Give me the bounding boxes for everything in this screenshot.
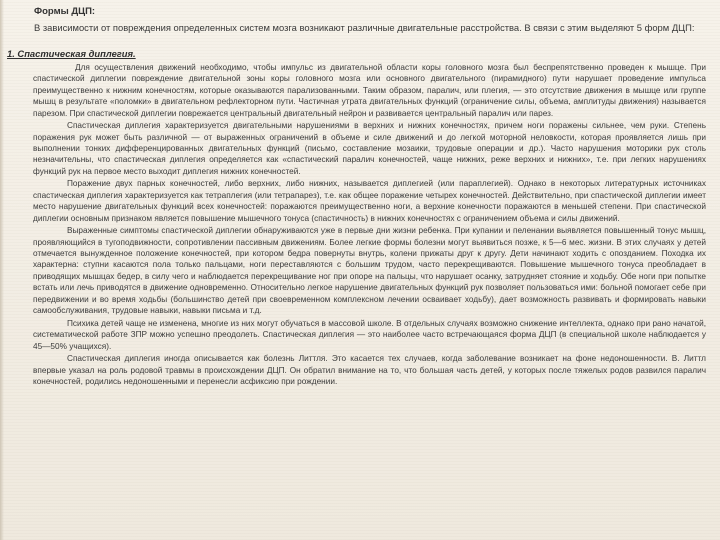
page-edge-shadow <box>0 0 4 540</box>
section-title: 1. Спастическая диплегия. <box>7 48 136 59</box>
body-paragraph: Спастическая диплегия иногда описывается как болезнь Литтля. Это касается тех случаев, когда заболевание возникает на фоне недоношенности. В. Литтл впервые указал на роль родовой травмы в происхождении ДЦП. Он обратил внимание на то, что большая часть детей, у которых после тяжелых родов развился паралич конечностей, родились недоношенными и перенесли асфиксию при рождении. <box>33 354 706 386</box>
intro-paragraph: В зависимости от повреждения определенных систем мозга возникают различные двигательные расстройства. В связи с этим выделяют 5 форм ДЦП: <box>34 22 695 33</box>
body-paragraph: Спастическая диплегия характеризуется двигательными нарушениями в верхних и нижних конечностях, причем ноги поражены сильнее, чем руки. Степень поражения рук может быть различной — от выраженных ограничений в объеме и силе движений и до легкой моторной неловкости, которая проявляется лишь при выполнении тонких дифференцированных двигательных функций (письмо, составление мозаики, трудовые операции и др.). Часто нарушения моторики рук столь незначительны, что спастическая диплегия определяется как «спастический паралич конечностей, чаще нижних, реже верхних и нижних», т.е. при легких нарушениях функций рук на первое место выходит диплегия нижних конечностей. <box>33 121 706 176</box>
body-paragraph: Психика детей чаще не изменена, многие из них могут обучаться в массовой школе. В отдельных случаях возможно снижение интеллекта, однако при рано начатой, систематической работе ЗПР можно успешно преодолеть. Спастическая диплегия — это наиболее часто встречающаяся форма ДЦП (в специальной школе наблюдается у 45—50% учащихся). <box>33 318 706 351</box>
body-paragraph: Поражение двух парных конечностей, либо верхних, либо нижних, называется диплегией (или параплегией). Однако в некоторых литературных источниках спастическая диплегия характеризуется как тетраплегия (или тетрапарез), т.е. как общее поражение четырех конечностей. Действительно, при спастической диплегии имеет место нарушение двигательных функций всех конечностей: поражаются преимущественно ноги, а верхние конечности поражаются в меньшей степени. При спастической диплегии основным признаком является повышение мышечного тонуса (спастичность) в нижних конечностях с ограничением объема и силы движений. <box>33 179 706 223</box>
body-paragraph: Выраженные симптомы спастической диплегии обнаруживаются уже в первые дни жизни ребенка. При купании и пеленании выявляется повышенный тонус мышц, проявляющийся в тугоподвижности, сопротивлении пассивным движениям. Более легкие формы болезни могут выявиться позже, к 5—6 мес. жизни. В этих случаях у детей отмечается вынужденное положение конечностей, при котором бедра повернуты внутрь, колени прижаты друг к другу. Дети начинают ходить с опозданием. Походка их характерна: ступни касаются пола только пальцами, ноги переставляются с большим трудом, часто перекрещиваются. Повышение мышечного тонуса преобладает в приводящих мышцах бедер, в силу чего и наблюдается перекрещивание ног при опоре на пальцы, что нарушает осанку, затрудняет стояние и ходьбу. Обе ноги при попытке встать или лечь приводятся в движение одновременно. Относительно легкое нарушение двигательных функций рук позволяет пользоваться ими: больной помогает себе при передвижении и во время ходьбы (большинство детей при своевременном комплексном лечении осваивает ходьбу), дает возможность развивать и формировать навыки самообслуживания, трудовые навыки, навыки письма и т.д. <box>33 226 706 316</box>
document-body <box>33 62 706 389</box>
document-heading: Формы ДЦП: <box>34 6 96 17</box>
body-paragraph: Для осуществления движений необходимо, чтобы импульс из двигательной области коры головного мозга был беспрепятственно проведен к мышце. При спастической диплегии повреждение двигательной зоны коры головного мозга или основного двигательного (пирамидного) пути нарушает проведение импульса преимущественно к нижним конечностям, которые оказываются парализованными. Таким образом, паралич, или плегия, — это отсутствие движения в мышце или группе мышц в результате «поломки» в двигательном рефлекторном пути. Частичная утрата двигательных функций (ограничение силы, объема, амплитуды движения) называется парезом. При спастической диплегии поврежается центральный двигательный нейрон и развивается центральный паралич или парез. <box>33 63 706 118</box>
